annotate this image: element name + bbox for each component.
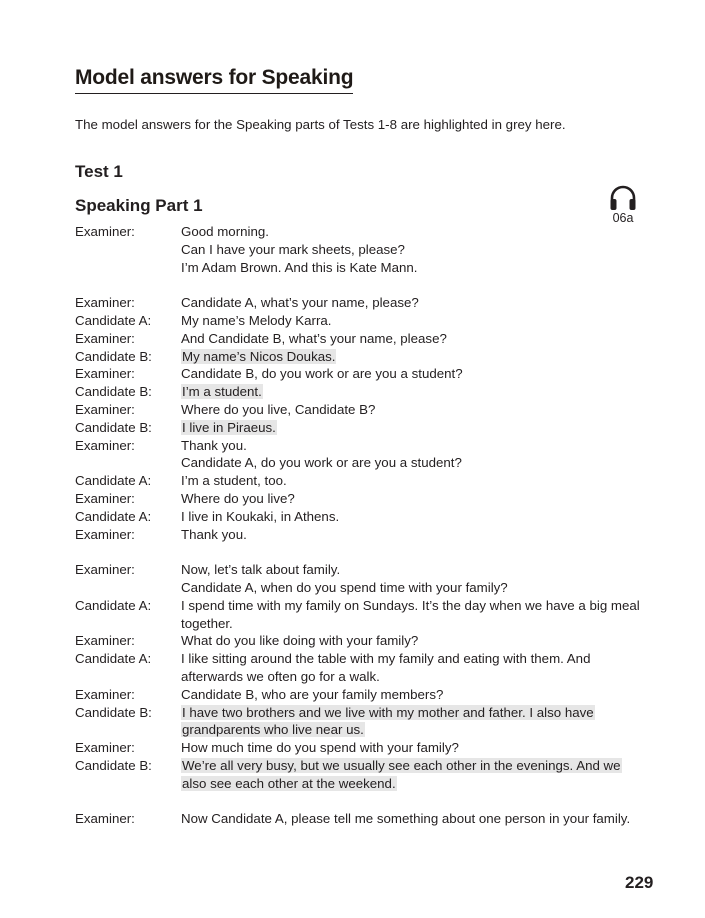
speaker-label: Candidate B: xyxy=(75,348,152,364)
utterance-text xyxy=(181,259,646,277)
utterance-text xyxy=(181,312,646,330)
speaker-label: Examiner: xyxy=(75,526,135,542)
dialogue-spacer xyxy=(75,276,655,294)
utterance-text xyxy=(181,330,646,348)
highlighted-answer: I live in Piraeus. xyxy=(182,419,276,435)
utterance-text xyxy=(181,454,646,472)
utterance-text xyxy=(181,561,646,579)
utterance-content: Good morning. xyxy=(181,224,269,239)
dialogue-line xyxy=(75,508,655,526)
utterance-text xyxy=(181,632,646,650)
speaker-label xyxy=(75,454,181,472)
utterance-content: I’m Adam Brown. And this is Kate Mann. xyxy=(181,259,418,275)
speaker-label: Examiner: xyxy=(75,437,135,453)
model-answer-text xyxy=(181,419,646,437)
utterance-text xyxy=(181,686,646,704)
dialogue-spacer xyxy=(75,793,655,811)
dialogue-line xyxy=(75,757,655,793)
utterance-content: Where do you live? xyxy=(181,490,295,506)
dialogue-line xyxy=(75,632,655,650)
speaker-label: Candidate B: xyxy=(75,757,152,773)
dialogue-line xyxy=(75,401,655,419)
audio-track-marker xyxy=(606,184,640,225)
utterance-content: Candidate B, do you work or are you a student? xyxy=(181,366,463,382)
speaker-label xyxy=(75,259,181,277)
utterance-content: I like sitting around the table with my family and eating with them. And afterwards we often go for a walk. xyxy=(181,651,591,684)
utterance-content: And Candidate B, what’s your name, please? xyxy=(181,330,447,346)
utterance-content: My name’s Melody Karra. xyxy=(181,312,332,328)
utterance-text xyxy=(181,508,646,526)
speaker-label: Examiner: xyxy=(75,224,135,239)
dialogue-line xyxy=(75,348,655,366)
speaker-label: Candidate A: xyxy=(75,597,152,613)
highlighted-answer: I’m a student. xyxy=(182,384,262,400)
dialogue-line xyxy=(75,472,655,490)
speaker-label xyxy=(75,241,181,259)
speaker-label: Examiner: xyxy=(75,686,135,702)
speaker-label: Examiner: xyxy=(75,740,135,756)
dialogue-line xyxy=(75,526,655,544)
audio-track-code: 06a xyxy=(612,211,634,225)
utterance-content: I’m a student, too. xyxy=(181,473,287,489)
speaker-label: Candidate B: xyxy=(75,419,152,435)
dialogue-transcript xyxy=(75,223,655,828)
dialogue-line xyxy=(75,739,655,757)
dialogue-line xyxy=(75,259,655,277)
utterance-text xyxy=(181,401,646,419)
speaker-label: Candidate A: xyxy=(75,312,152,328)
dialogue-line xyxy=(75,241,655,259)
utterance-text xyxy=(181,526,646,544)
speaker-label: Candidate A: xyxy=(75,473,152,489)
speaker-label: Examiner: xyxy=(75,330,135,346)
highlighted-answer: I have two brothers and we live with my mother and father. I also have grandparents who live near us. xyxy=(182,704,594,738)
speaker-label: Candidate A: xyxy=(75,651,152,667)
utterance-text xyxy=(181,597,646,633)
utterance-content: What do you like doing with your family? xyxy=(181,633,419,649)
dialogue-line xyxy=(75,597,655,633)
speaker-label: Examiner: xyxy=(75,562,135,578)
page-number: 229 xyxy=(625,873,654,892)
highlighted-answer: My name’s Nicos Doukas. xyxy=(182,348,336,364)
utterance-text xyxy=(181,739,646,757)
dialogue-line xyxy=(75,383,655,401)
page-title: Model answers for Speaking xyxy=(75,66,353,94)
utterance-text xyxy=(181,223,646,241)
utterance-text xyxy=(181,810,646,828)
model-answer-text xyxy=(181,383,646,401)
utterance-content: Candidate A, do you work or are you a student? xyxy=(181,455,462,471)
utterance-text xyxy=(181,241,646,259)
utterance-content: I spend time with my family on Sundays. It’s the day when we have a big meal together. xyxy=(181,597,640,631)
utterance-content: Thank you. xyxy=(181,437,247,453)
dialogue-line xyxy=(75,704,655,740)
speaker-label: Candidate B: xyxy=(75,704,152,720)
dialogue-line xyxy=(75,810,655,828)
dialogue-line xyxy=(75,650,655,686)
speaker-label: Candidate B: xyxy=(75,384,152,400)
speaker-label: Examiner: xyxy=(75,490,135,506)
dialogue-line xyxy=(75,686,655,704)
utterance-content: I live in Koukaki, in Athens. xyxy=(181,508,340,524)
utterance-text xyxy=(181,579,646,597)
speaker-label xyxy=(75,579,181,597)
dialogue-line xyxy=(75,294,655,312)
speaker-label: Candidate A: xyxy=(75,508,152,524)
utterance-content: Candidate A, what’s your name, please? xyxy=(181,295,419,311)
utterance-content: Where do you live, Candidate B? xyxy=(181,401,376,417)
utterance-content: Candidate A, when do you spend time with your family? xyxy=(181,579,508,595)
utterance-text xyxy=(181,650,646,686)
utterance-text xyxy=(181,437,646,455)
highlighted-answer: We’re all very busy, but we usually see each other in the evenings. And we also see each other at the weekend. xyxy=(182,757,621,791)
dialogue-spacer xyxy=(75,543,655,561)
dialogue-line xyxy=(75,437,655,455)
part-heading: Speaking Part 1 xyxy=(75,196,203,215)
headphones-icon xyxy=(606,184,640,212)
dialogue-line xyxy=(75,419,655,437)
model-answer-text xyxy=(181,704,646,740)
dialogue-line xyxy=(75,312,655,330)
utterance-content: Now Candidate A, please tell me something about one person in your family. xyxy=(181,811,631,827)
utterance-text xyxy=(181,365,646,383)
dialogue-line xyxy=(75,579,655,597)
dialogue-line xyxy=(75,561,655,579)
speaker-label: Examiner: xyxy=(75,633,135,649)
utterance-content: How much time do you spend with your family? xyxy=(181,740,459,756)
dialogue-line xyxy=(75,330,655,348)
speaker-label: Examiner: xyxy=(75,366,135,382)
utterance-text xyxy=(181,472,646,490)
utterance-content: Now, let’s talk about family. xyxy=(181,562,341,578)
utterance-text xyxy=(181,490,646,508)
dialogue-line xyxy=(75,223,655,241)
dialogue-line xyxy=(75,490,655,508)
test-heading: Test 1 xyxy=(75,162,123,181)
intro-text: The model answers for the Speaking parts of Tests 1-8 are highlighted in grey here. xyxy=(75,117,566,132)
utterance-content: Thank you. xyxy=(181,526,247,542)
model-answer-text xyxy=(181,348,646,366)
model-answer-text xyxy=(181,757,646,793)
speaker-label: Examiner: xyxy=(75,401,135,417)
dialogue-line xyxy=(75,365,655,383)
dialogue-line xyxy=(75,454,655,472)
utterance-text xyxy=(181,294,646,312)
speaker-label: Examiner: xyxy=(75,811,135,827)
speaker-label: Examiner: xyxy=(75,295,135,311)
utterance-content: Can I have your mark sheets, please? xyxy=(181,241,405,257)
utterance-content: Candidate B, who are your family members? xyxy=(181,686,444,702)
